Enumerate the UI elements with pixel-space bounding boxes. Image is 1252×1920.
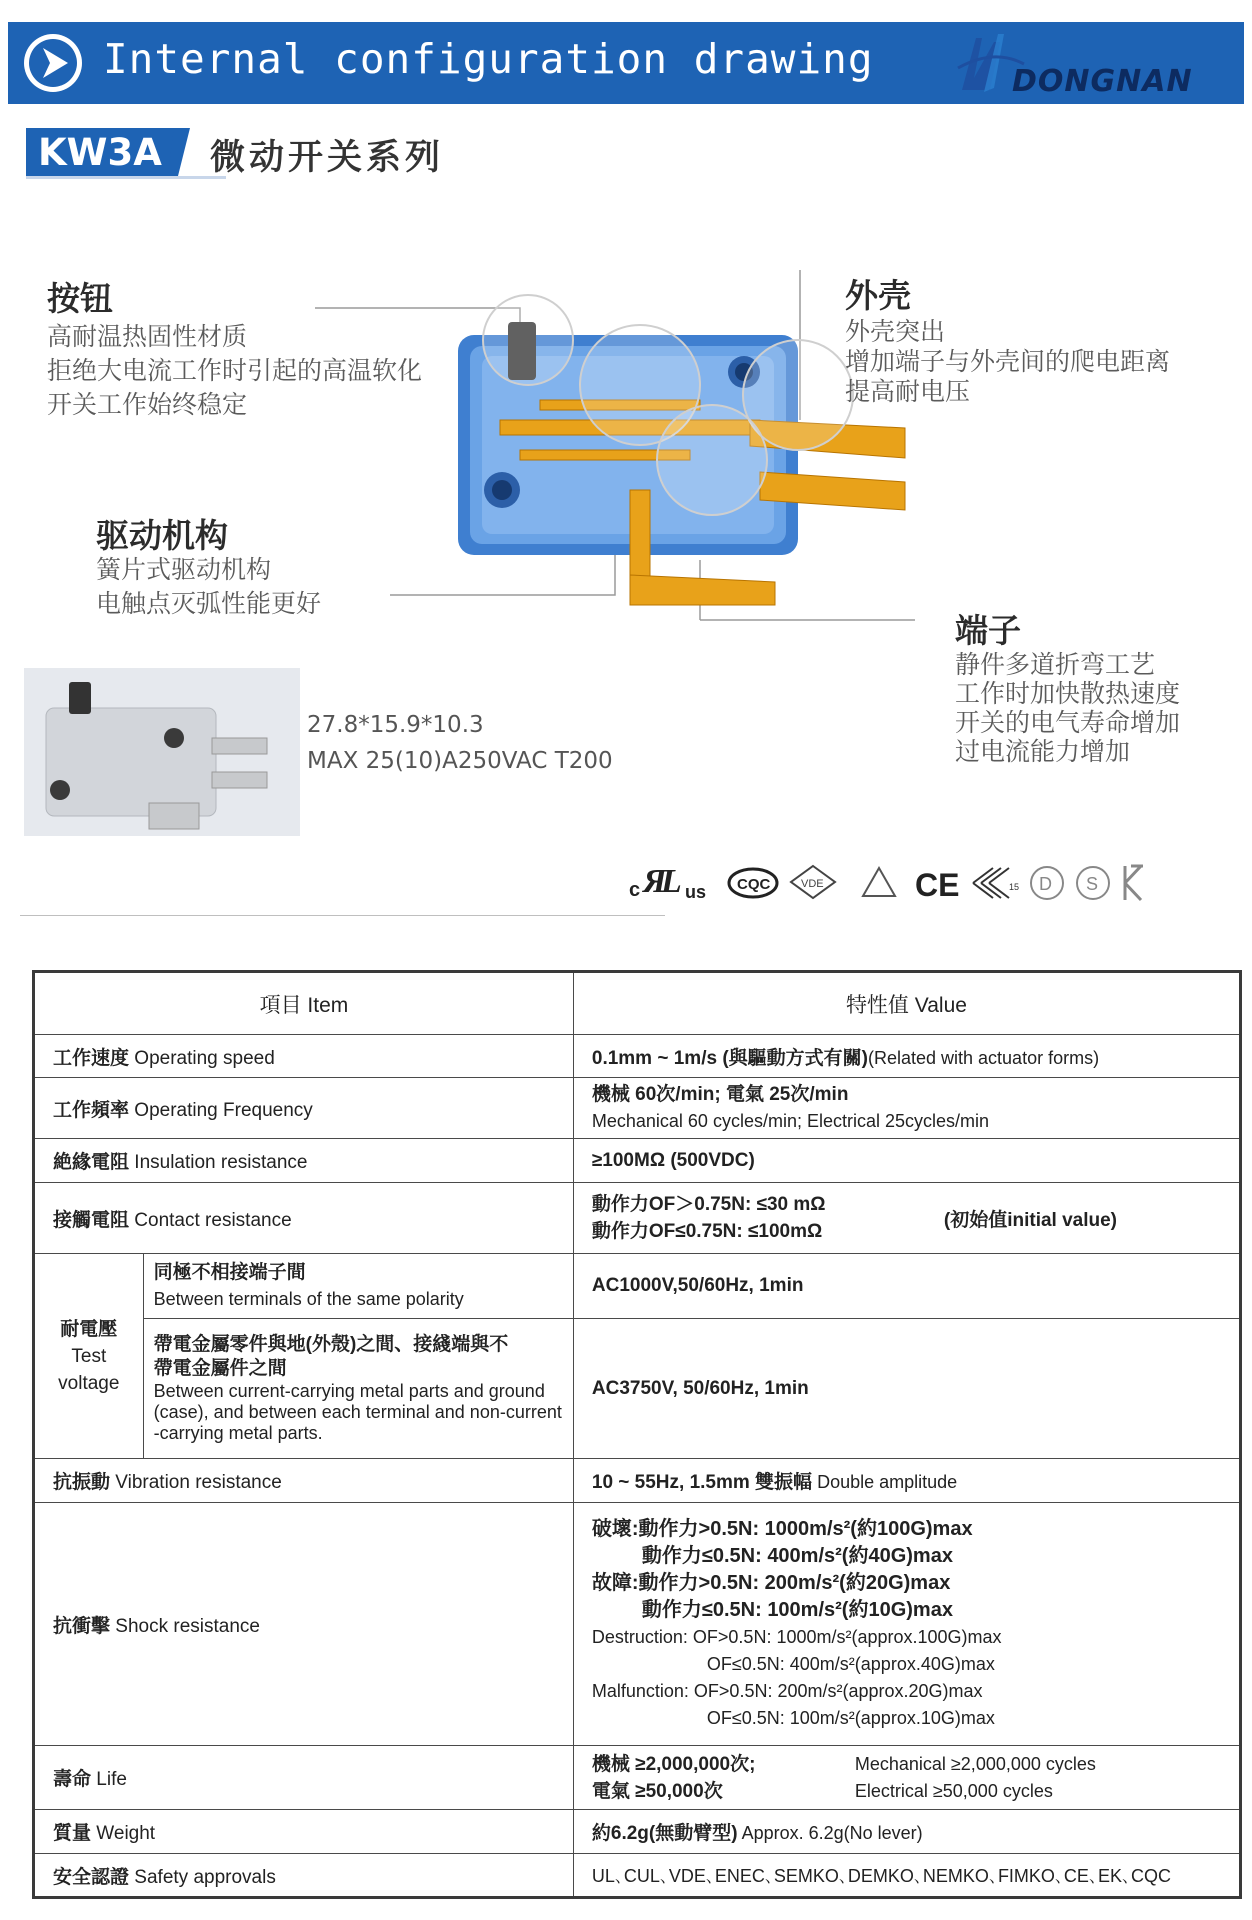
product-rating: MAX 25(10)A250VAC T200 — [307, 748, 613, 774]
row-label-en: Insulation resistance — [129, 1152, 308, 1173]
svg-text:VDE: VDE — [801, 878, 824, 890]
row-value: 機械 ≥2,000,000次; — [591, 1753, 756, 1775]
callout-terminal-line: 静件多道折弯工艺 — [955, 650, 1156, 679]
product-dimensions: 27.8*15.9*10.3 — [307, 712, 484, 738]
row-label-en: Vibration resistance — [110, 1472, 282, 1493]
callout-terminal-line: 开关的电气寿命增加 — [955, 708, 1181, 737]
row-label-en: Operating speed — [129, 1047, 275, 1069]
shock-line: 動作力≤0.5N: 100m/s²(約10G)max — [641, 1599, 953, 1621]
series-slash-decoration — [168, 128, 190, 176]
row-label-en: Contact resistance — [129, 1209, 292, 1231]
certification-marks — [625, 858, 1245, 908]
svg-text:Я: Я — [643, 863, 667, 900]
divider — [20, 915, 665, 916]
svg-text:S: S — [1086, 874, 1099, 894]
row-value: 0.1mm ~ 1m/s (與驅動方式有關) — [591, 1047, 868, 1069]
row-note: (初始值initial value) — [943, 1209, 1118, 1231]
product-photo — [24, 668, 300, 836]
callout-housing-line: 增加端子与外壳间的爬电距离 — [845, 347, 1171, 376]
row-value: 動作力OF＞0.75N: ≤30 mΩ — [591, 1194, 826, 1215]
row-value: ≥100MΩ (500VDC) — [591, 1149, 755, 1171]
table-row — [34, 1139, 1241, 1183]
row-value-en: (Related with actuator forms) — [867, 1047, 1100, 1068]
callout-drive-line: 簧片式驱动机构 — [96, 555, 272, 584]
header-banner — [8, 22, 1244, 104]
row-label-cn: 安全認證 — [53, 1866, 130, 1888]
brand-logo — [954, 28, 1234, 100]
brand-name: DONGNAN — [1012, 64, 1193, 99]
demko-icon — [1031, 867, 1063, 899]
spec-table — [32, 970, 1242, 1899]
row-label-en: voltage — [58, 1372, 120, 1394]
sub-label-en: Between current-carrying metal parts and ground — [153, 1381, 545, 1401]
callout-terminal-heading: 端子 — [955, 611, 1021, 650]
svg-text:c: c — [629, 879, 641, 901]
shock-line: OF≤0.5N: 100m/s²(approx.10G)max — [706, 1708, 995, 1728]
sub-label-cn: 帶電金屬件之間 — [153, 1358, 287, 1379]
shock-line: Malfunction: OF>0.5N: 200m/s²(approx.20G)max — [591, 1681, 983, 1701]
row-value: 動作力OF≤0.75N: ≤100mΩ — [591, 1221, 823, 1242]
row-value-en: Mechanical ≥2,000,000 cycles — [854, 1753, 1096, 1774]
sub-label-cn: 同極不相接端子間 — [153, 1262, 306, 1283]
row-label-cn: 工作頻率 — [53, 1099, 130, 1121]
callout-drive-heading: 驱动机构 — [96, 516, 228, 555]
shock-line: 故障:動作力>0.5N: 200m/s²(約20G)max — [591, 1572, 951, 1594]
shock-line: 破壞:動作力>0.5N: 1000m/s²(約100G)max — [591, 1518, 973, 1540]
table-row — [34, 1319, 1241, 1459]
sub-label-cn: 帶電金屬零件與地(外殼)之間、接綫端與不 — [153, 1334, 509, 1355]
callout-housing-heading: 外壳 — [845, 276, 911, 315]
table-row — [34, 1503, 1241, 1746]
semko-icon — [1077, 867, 1109, 899]
table-row — [34, 1459, 1241, 1503]
svg-text:15: 15 — [1009, 882, 1020, 892]
row-label-en: Shock resistance — [110, 1615, 260, 1637]
row-value: AC1000V,50/60Hz, 1min — [591, 1275, 804, 1296]
table-row — [34, 1810, 1241, 1854]
row-label-cn: 抗振動 — [53, 1472, 111, 1493]
callout-button-line: 拒绝大电流工作时引起的高温软化 — [47, 356, 423, 385]
shock-line: 動作力≤0.5N: 400m/s²(約40G)max — [641, 1545, 953, 1567]
ce-icon: CE — [915, 867, 960, 903]
callout-button-line: 开关工作始终稳定 — [47, 390, 248, 419]
table-row — [34, 1254, 1241, 1319]
shock-line: OF≤0.5N: 400m/s²(approx.40G)max — [706, 1654, 995, 1674]
callout-housing-line: 提高耐电压 — [845, 377, 971, 406]
table-row — [34, 1035, 1241, 1078]
cul-us-icon — [629, 863, 706, 902]
series-underline — [26, 176, 226, 179]
row-value-en: Mechanical 60 cycles/min; Electrical 25cycles/min — [591, 1111, 990, 1131]
row-label-cn: 抗衝擊 — [53, 1615, 111, 1637]
svg-text:L: L — [661, 863, 682, 900]
row-label-en: Test — [71, 1345, 107, 1367]
enec-icon — [973, 868, 1019, 898]
row-label-en: Life — [91, 1769, 127, 1790]
series-code: KW3A — [38, 131, 162, 174]
callout-button-heading: 按钮 — [47, 279, 113, 318]
svg-text:CQC: CQC — [737, 876, 771, 893]
table-row — [34, 1183, 1241, 1254]
callout-terminal-line: 工作时加快散热速度 — [955, 679, 1181, 708]
callout-button-line: 高耐温热固性材质 — [47, 322, 248, 351]
page-title: Internal configuration drawing — [103, 35, 874, 83]
vde-icon — [791, 866, 835, 898]
row-value: AC3750V, 50/60Hz, 1min — [591, 1377, 809, 1399]
table-row — [34, 1078, 1241, 1139]
cqc-icon — [729, 869, 777, 897]
row-value: 約6.2g(無動臂型) — [591, 1823, 738, 1844]
sub-label-en: -carrying metal parts. — [153, 1423, 323, 1443]
kc-icon — [1125, 866, 1143, 900]
row-label-en: Weight — [91, 1823, 156, 1844]
row-value: 10 ~ 55Hz, 1.5mm 雙振幅 — [591, 1472, 813, 1493]
row-label-cn: 質量 — [53, 1823, 92, 1844]
row-value-en: Double amplitude — [812, 1472, 958, 1492]
shock-line: Destruction: OF>0.5N: 1000m/s²(approx.100G)max — [591, 1627, 1002, 1647]
series-name: 微动开关系列 — [210, 138, 445, 178]
row-label-cn: 工作速度 — [53, 1047, 130, 1069]
callout-housing-line: 外壳突出 — [845, 317, 946, 346]
svg-text:D: D — [1039, 874, 1052, 894]
row-value-en: Approx. 6.2g(No lever) — [737, 1823, 923, 1843]
row-label-cn: 絶緣電阻 — [53, 1152, 130, 1173]
table-row — [34, 1746, 1241, 1810]
callout-drive-line: 电触点灭弧性能更好 — [96, 589, 322, 618]
callout-terminal-line: 过电流能力增加 — [955, 737, 1131, 766]
triangle-mark-icon — [863, 868, 895, 896]
row-label-cn: 耐電壓 — [60, 1318, 118, 1340]
sub-label-en: (case), and between each terminal and non-current — [153, 1402, 562, 1422]
row-label-en: Operating Frequency — [129, 1099, 313, 1121]
sub-label-en: Between terminals of the same polarity — [153, 1289, 464, 1309]
row-label-cn: 接觸電阻 — [53, 1209, 130, 1231]
svg-text:us: us — [685, 882, 707, 902]
column-header-item: 項目 Item — [34, 972, 574, 1035]
series-code-box — [26, 128, 176, 176]
row-value: UL､CUL､VDE､ENEC､SEMKO､DEMKO､NEMKO､FIMKO､CE､EK､CQC — [591, 1866, 1171, 1886]
column-header-value: 特性值 Value — [573, 972, 1240, 1035]
table-row — [34, 1854, 1241, 1898]
row-value-en: Electrical ≥50,000 cycles — [854, 1780, 1053, 1801]
row-label-cn: 壽命 — [53, 1769, 92, 1790]
table-header-row — [34, 972, 1241, 1035]
row-value: 機械 60次/min; 電氣 25次/min — [591, 1084, 849, 1105]
play-icon — [22, 32, 84, 94]
row-label-en: Safety approvals — [129, 1866, 276, 1888]
row-value: 電氣 ≥50,000次 — [591, 1780, 723, 1802]
